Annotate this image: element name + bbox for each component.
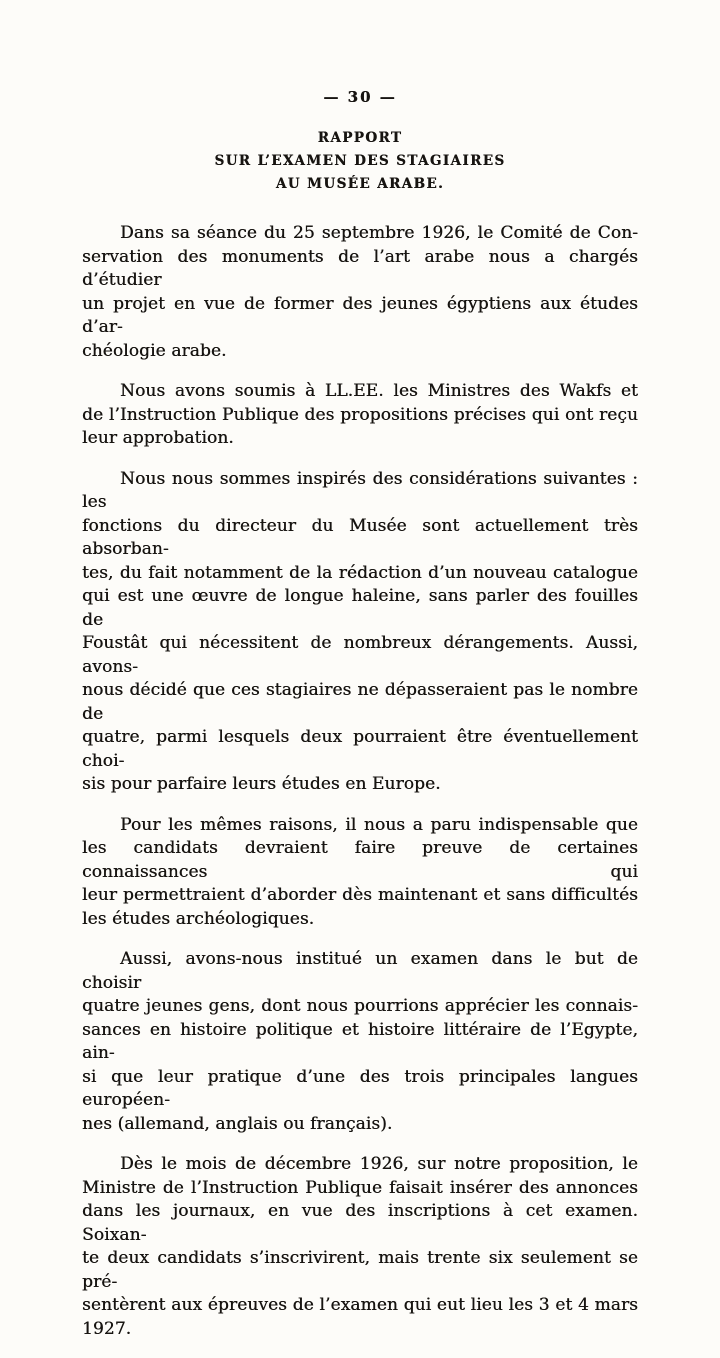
text-line: servation des monuments de l’art arabe nous a chargés d’étudier [82,246,638,290]
document-title-line-3: AU MUSÉE ARABE. [275,176,445,192]
text-line: leur approbation. [82,428,234,448]
text-line: quatre, parmi lesquels deux pourraient être éventuellement choi- [82,727,638,771]
paragraph [82,1153,638,1341]
text-line: fonctions du directeur du Musée sont actuellement très absorban- [82,515,638,559]
text-line: tes, du fait notamment de la rédaction d’un nouveau catalogue [82,562,638,583]
paragraph [82,380,638,451]
text-line: dans les journaux, en vue des inscriptions à cet examen. Soixan- [82,1201,638,1245]
text-line: nes (allemand, anglais ou français). [82,1113,393,1134]
text-line: sances en histoire politique et histoire littéraire de l’Egypte, ain- [82,1019,638,1063]
paragraph [82,222,638,363]
page-number: — 30 — [323,88,397,106]
text-line: qui est une œuvre de longue haleine, sans parler des fouilles de [82,586,638,630]
text-line: sentèrent aux épreuves de l’examen qui eut lieu les 3 et 4 mars [82,1295,638,1315]
document-body [82,222,638,1358]
text-line: Aussi, avons-nous institué un examen dans le but de choisir [82,949,638,993]
text-line: chéologie arabe. [82,340,227,361]
text-line: Dans sa séance du 25 septembre 1926, le Comité de Con- [120,223,638,243]
text-line: te deux candidats s’inscrivirent, mais trente six seulement se pré- [82,1248,638,1292]
text-line: Dès le mois de décembre 1926, sur notre proposition, le [120,1154,638,1174]
text-line: leur permettraient d’aborder dès maintenant et sans difficultés [82,885,638,905]
paragraph [82,948,638,1136]
text-line: nous décidé que ces stagiaires ne dépasseraient pas le nombre de [82,680,638,724]
text-line: quatre jeunes gens, dont nous pourrions apprécier les connais- [82,996,638,1016]
text-line: de l’Instruction Publique des propositions précises qui ont reçu [82,404,638,425]
text-line: sis pour parfaire leurs études en Europe. [82,774,441,794]
text-line: les candidats devraient faire preuve de certaines connaissances qui [82,838,638,882]
text-line: Pour les mêmes raisons, il nous a paru indispensable que [120,814,638,835]
paragraph [82,468,638,797]
text-line: Nous avons soumis à LL.EE. les Ministres des Wakfs et [120,381,638,401]
paragraph [82,814,638,932]
text-line: si que leur pratique d’une des trois principales langues européen- [82,1066,638,1110]
text-line: un projet en vue de former des jeunes égyptiens aux études d’ar- [82,293,638,337]
text-line: Nous nous sommes inspirés des considérations suivantes : les [82,468,638,512]
text-line: Ministre de l’Instruction Publique faisait insérer des annonces [82,1177,638,1198]
text-line: les études archéologiques. [82,908,315,929]
text-line: Foustât qui nécessitent de nombreux dérangements. Aussi, avons- [82,633,638,677]
document-title-line-2: SUR L’EXAMEN DES STAGIAIRES [214,153,506,169]
document-title [0,127,720,196]
document-title-line-1: RAPPORT [317,130,403,146]
text-line: 1927. [82,1318,132,1339]
